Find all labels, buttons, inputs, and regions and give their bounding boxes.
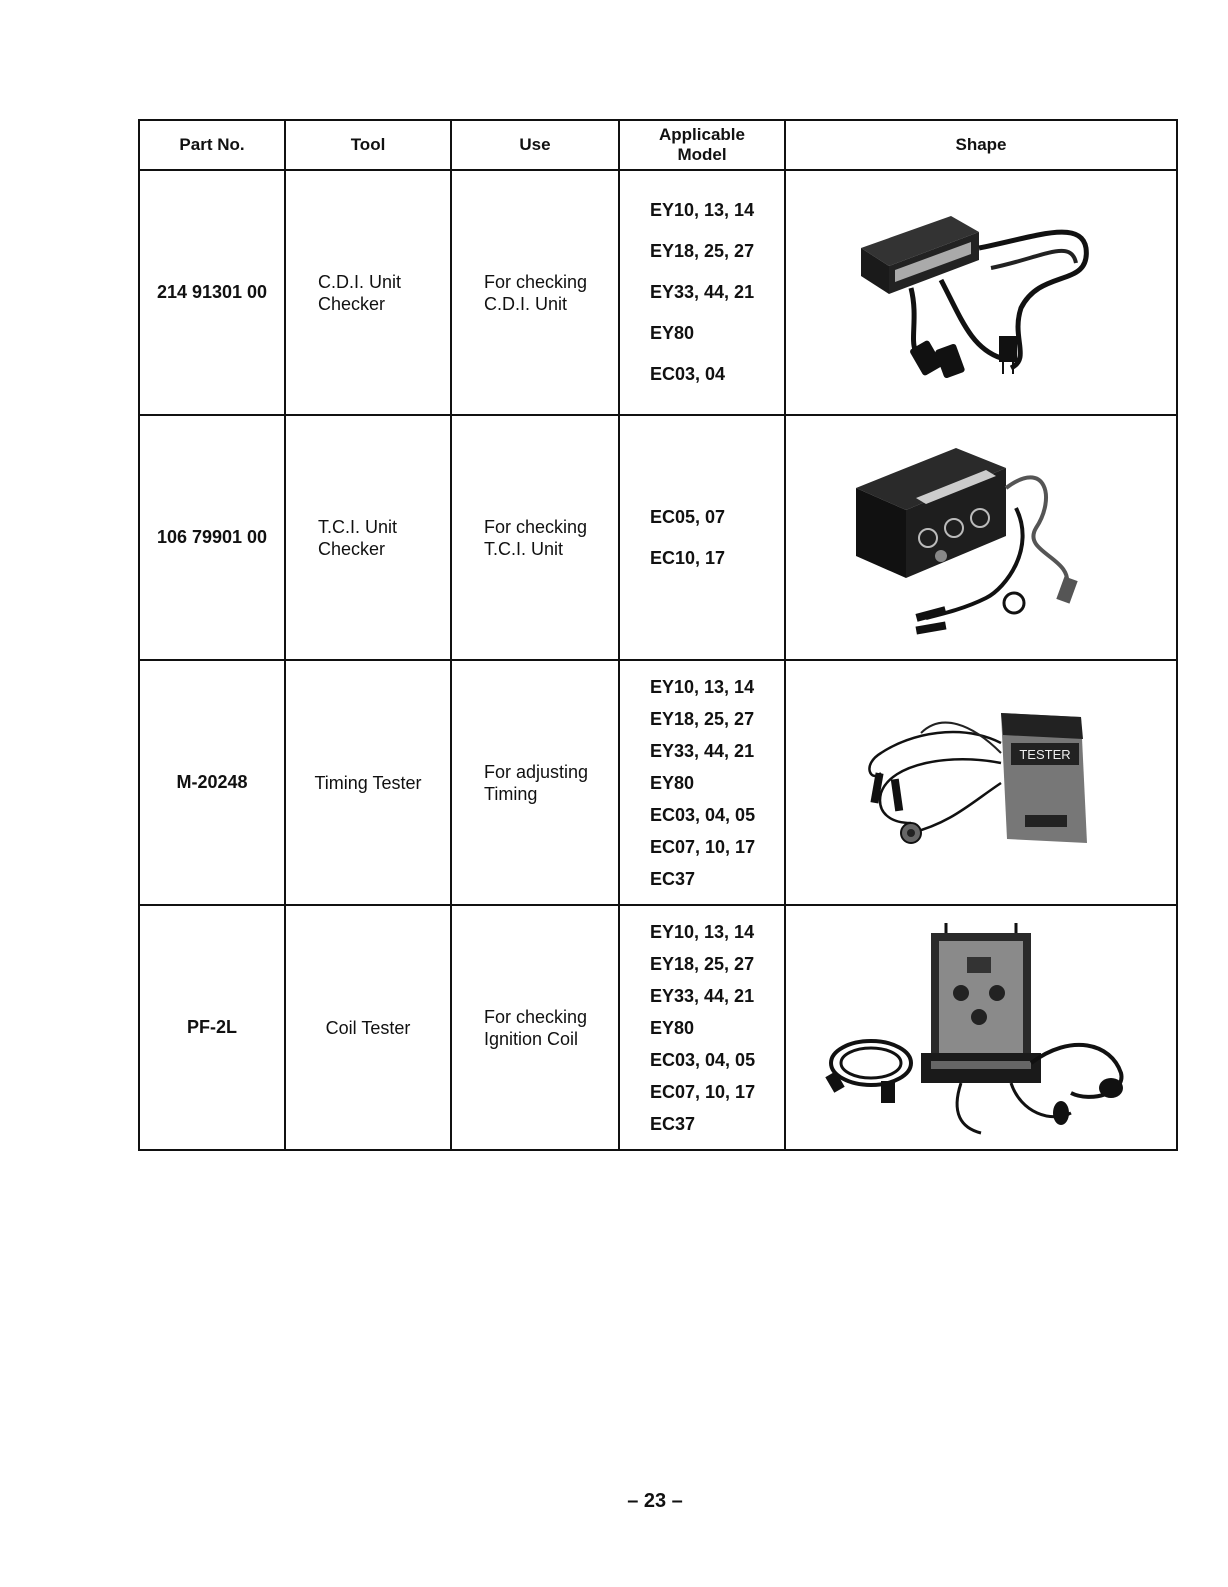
model-line: EY33, 44, 21 [650, 740, 755, 761]
part-number: 214 91301 00 [139, 170, 285, 415]
page-number: – 23 – [627, 1490, 683, 1512]
tool-use-line1: For adjusting [484, 761, 589, 782]
tool-use [451, 660, 619, 905]
model-line: EY18, 25, 27 [650, 241, 755, 261]
header-tool: Tool [285, 120, 451, 170]
tool-name [285, 415, 451, 660]
tool-use-line1: For checking [484, 1006, 588, 1027]
special-tools-table [138, 119, 1178, 1151]
cdi-checker-photo [851, 208, 1111, 378]
part-number: PF-2L [139, 905, 285, 1150]
tool-use-line2: C.D.I. Unit [484, 293, 568, 314]
model-line: EC03, 04 [650, 364, 726, 384]
model-line: EY18, 25, 27 [650, 708, 755, 729]
tool-use [451, 905, 619, 1150]
timing-tester-photo [851, 703, 1111, 863]
tool-name-line2: Checker [318, 293, 386, 314]
model-line: EY80 [650, 323, 695, 343]
tool-use-line1: For checking [484, 516, 588, 537]
model-line: EY18, 25, 27 [650, 953, 755, 974]
model-line: EC03, 04, 05 [650, 804, 756, 825]
table-row [139, 660, 1177, 905]
applicable-models [619, 415, 785, 660]
header-use: Use [451, 120, 619, 170]
model-line: EC05, 07 [650, 506, 726, 527]
header-model-line1: Applicable [659, 125, 745, 144]
tool-name: Coil Tester [285, 905, 451, 1150]
applicable-models [619, 660, 785, 905]
model-line: EY80 [650, 1017, 695, 1038]
model-line: EY10, 13, 14 [650, 921, 755, 942]
model-line: EC37 [650, 868, 696, 889]
model-line: EY33, 44, 21 [650, 985, 755, 1006]
model-line: EY10, 13, 14 [650, 676, 755, 697]
shape-cell [785, 415, 1177, 660]
table-row [139, 415, 1177, 660]
header-part-no: Part No. [139, 120, 285, 170]
tool-name: Timing Tester [285, 660, 451, 905]
tool-use-line2: Timing [484, 783, 538, 804]
model-line: EY80 [650, 772, 695, 793]
part-number: M-20248 [139, 660, 285, 905]
tool-use-line1: For checking [484, 271, 588, 292]
tool-use-line2: Ignition Coil [484, 1028, 579, 1049]
model-line: EY10, 13, 14 [650, 200, 755, 220]
model-line: EC10, 17 [650, 547, 726, 568]
applicable-models [619, 170, 785, 415]
header-shape: Shape [785, 120, 1177, 170]
tool-name-line1: T.C.I. Unit [318, 516, 398, 537]
tool-name-line2: Checker [318, 538, 386, 559]
tool-use [451, 415, 619, 660]
model-line: EC37 [650, 1113, 696, 1134]
part-number: 106 79901 00 [139, 415, 285, 660]
coil-tester-photo [811, 913, 1151, 1143]
model-line: EC03, 04, 05 [650, 1049, 756, 1070]
model-line: EC07, 10, 17 [650, 836, 756, 857]
model-line: EC07, 10, 17 [650, 1081, 756, 1102]
tool-name-line1: C.D.I. Unit [318, 271, 402, 292]
tool-use-line2: T.C.I. Unit [484, 538, 564, 559]
table-row [139, 170, 1177, 415]
tester-label: TESTER [1019, 746, 1071, 762]
shape-cell [785, 170, 1177, 415]
shape-cell [785, 905, 1177, 1150]
model-line: EY33, 44, 21 [650, 282, 755, 302]
applicable-models [619, 905, 785, 1150]
tool-use [451, 170, 619, 415]
shape-cell [785, 660, 1177, 905]
tci-checker-photo [846, 438, 1116, 638]
table-row [139, 905, 1177, 1150]
table-header-row [139, 120, 1177, 170]
tool-name [285, 170, 451, 415]
header-model-line2: Model [677, 145, 727, 164]
header-applicable-model [619, 120, 785, 170]
